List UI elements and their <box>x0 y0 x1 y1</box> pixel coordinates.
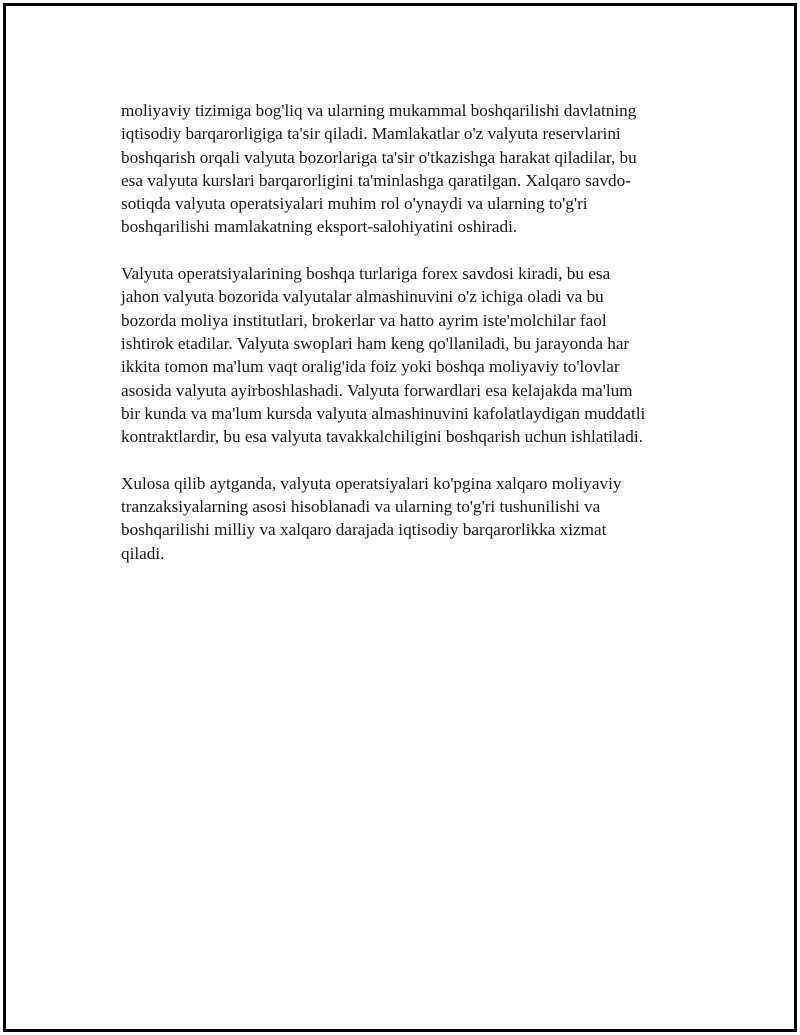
text-line: tranzaksiyalarning asosi hisoblanadi va ularning to'g'ri tushunilishi va <box>121 497 601 517</box>
text-line: boshqarish orqali valyuta bozorlariga ta'sir o'tkazishga harakat qiladilar, bu <box>121 147 637 167</box>
text-line: iqtisodiy barqarorligiga ta'sir qiladi. Mamlakatlar o'z valyuta reservlarini <box>121 124 621 144</box>
text-line: qiladi. <box>121 543 165 563</box>
text-line: boshqarilishi mamlakatning eksport-salohiyatini oshiradi. <box>121 217 518 237</box>
paragraph-1 <box>121 99 701 239</box>
text-line: ishtirok etadilar. Valyuta swoplari ham keng qo'llaniladi, bu jarayonda har <box>121 333 630 353</box>
text-line: sotiqda valyuta operatsiyalari muhim rol o'ynaydi va ularning to'g'ri <box>121 194 588 214</box>
text-line: bozorda moliya institutlari, brokerlar va hatto ayrim iste'molchilar faol <box>121 310 607 330</box>
text-line: jahon valyuta bozorida valyutalar almashinuvini o'z ichiga oladi va bu <box>121 287 604 307</box>
document-body <box>121 99 701 588</box>
text-line: bir kunda va ma'lum kursda valyuta almashinuvini kafolatlaydigan muddatli <box>121 403 646 423</box>
page-frame <box>3 3 797 1032</box>
text-line: asosida valyuta ayirboshlashadi. Valyuta forwardlari esa kelajakda ma'lum <box>121 380 633 400</box>
text-line: Xulosa qilib aytganda, valyuta operatsiyalari ko'pgina xalqaro moliyaviy <box>121 473 622 493</box>
text-line: boshqarilishi milliy va xalqaro darajada iqtisodiy barqarorlikka xizmat <box>121 520 607 540</box>
paragraph-2 <box>121 262 701 448</box>
text-line: kontraktlardir, bu esa valyuta tavakkalchiligini boshqarish uchun ishlatiladi. <box>121 427 643 447</box>
text-line: Valyuta operatsiyalarining boshqa turlariga forex savdosi kiradi, bu esa <box>121 264 611 284</box>
paragraph-3 <box>121 472 701 565</box>
text-line: moliyaviy tizimiga bog'liq va ularning mukammal boshqarilishi davlatning <box>121 101 637 120</box>
text-line: esa valyuta kurslari barqarorligini ta'minlashga qaratilgan. Xalqaro savdo- <box>121 170 631 190</box>
text-line: ikkita tomon ma'lum vaqt oralig'ida foiz yoki boshqa moliyaviy to'lovlar <box>121 357 620 377</box>
